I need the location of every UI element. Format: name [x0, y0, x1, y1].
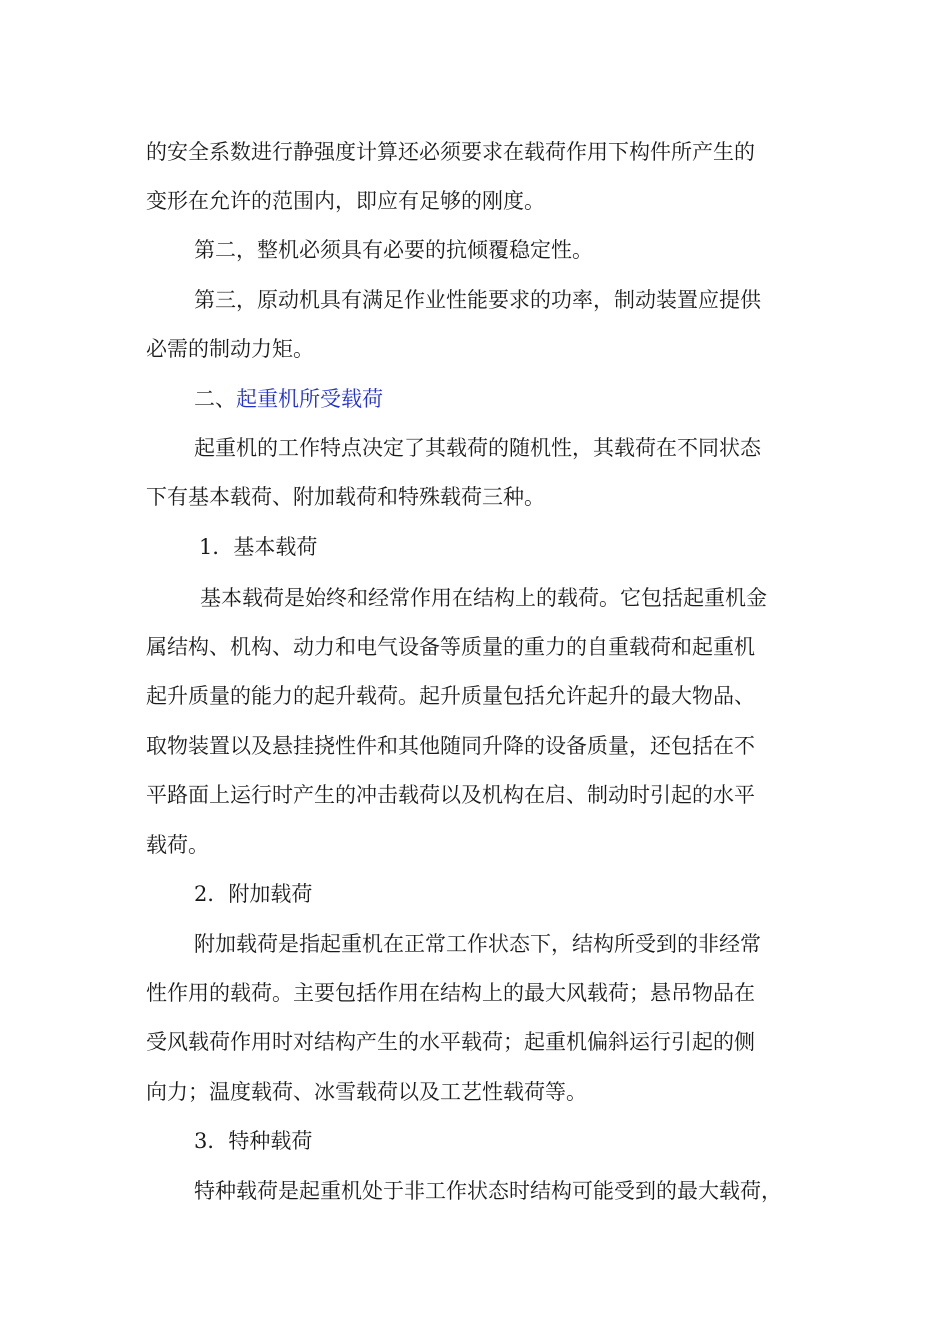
paragraph-line: 附加载荷是指起重机在正常工作状态下，结构所受到的非经常 [194, 932, 761, 956]
paragraph-line: 下有基本载荷、附加载荷和特殊载荷三种。 [146, 485, 545, 509]
section-heading [194, 381, 874, 417]
paragraph-line: 的安全系数进行静强度计算还必须要求在载荷作用下构件所产生的 [146, 140, 755, 164]
section-heading-link[interactable]: 起重机所受载荷 [236, 387, 383, 411]
subheading-basic-load: 1．基本载荷 [199, 535, 318, 559]
paragraph-line: 特种载荷是起重机处于非工作状态时结构可能受到的最大载荷， [194, 1179, 782, 1203]
paragraph-line: 属结构、机构、动力和电气设备等质量的重力的自重载荷和起重机 [146, 635, 755, 659]
paragraph-line: 第二，整机必须具有必要的抗倾覆稳定性。 [194, 238, 593, 262]
paragraph-line: 起升质量的能力的起升载荷。起升质量包括允许起升的最大物品、 [146, 684, 755, 708]
paragraph-line: 受风载荷作用时对结构产生的水平载荷；起重机偏斜运行引起的侧 [146, 1030, 755, 1054]
paragraph-line: 载荷。 [146, 833, 209, 857]
paragraph-line: 基本载荷是始终和经常作用在结构上的载荷。它包括起重机金 [200, 586, 767, 610]
subheading-special-load: 3．特种载荷 [194, 1129, 313, 1153]
paragraph-line: 性作用的载荷。主要包括作用在结构上的最大风载荷；悬吊物品在 [146, 981, 755, 1005]
paragraph-line: 平路面上运行时产生的冲击载荷以及机构在启、制动时引起的水平 [146, 783, 755, 807]
paragraph-line: 起重机的工作特点决定了其载荷的随机性，其载荷在不同状态 [194, 436, 761, 460]
paragraph-line: 向力；温度载荷、冰雪载荷以及工艺性载荷等。 [146, 1080, 587, 1104]
section-heading-prefix: 二、 [194, 387, 236, 411]
paragraph-line: 第三，原动机具有满足作业性能要求的功率，制动装置应提供 [194, 288, 761, 312]
paragraph-line: 必需的制动力矩。 [146, 337, 314, 361]
subheading-additional-load: 2．附加载荷 [194, 882, 313, 906]
paragraph-line: 取物装置以及悬挂挠性件和其他随同升降的设备质量，还包括在不 [146, 734, 755, 758]
paragraph-line: 变形在允许的范围内，即应有足够的刚度。 [146, 189, 545, 213]
